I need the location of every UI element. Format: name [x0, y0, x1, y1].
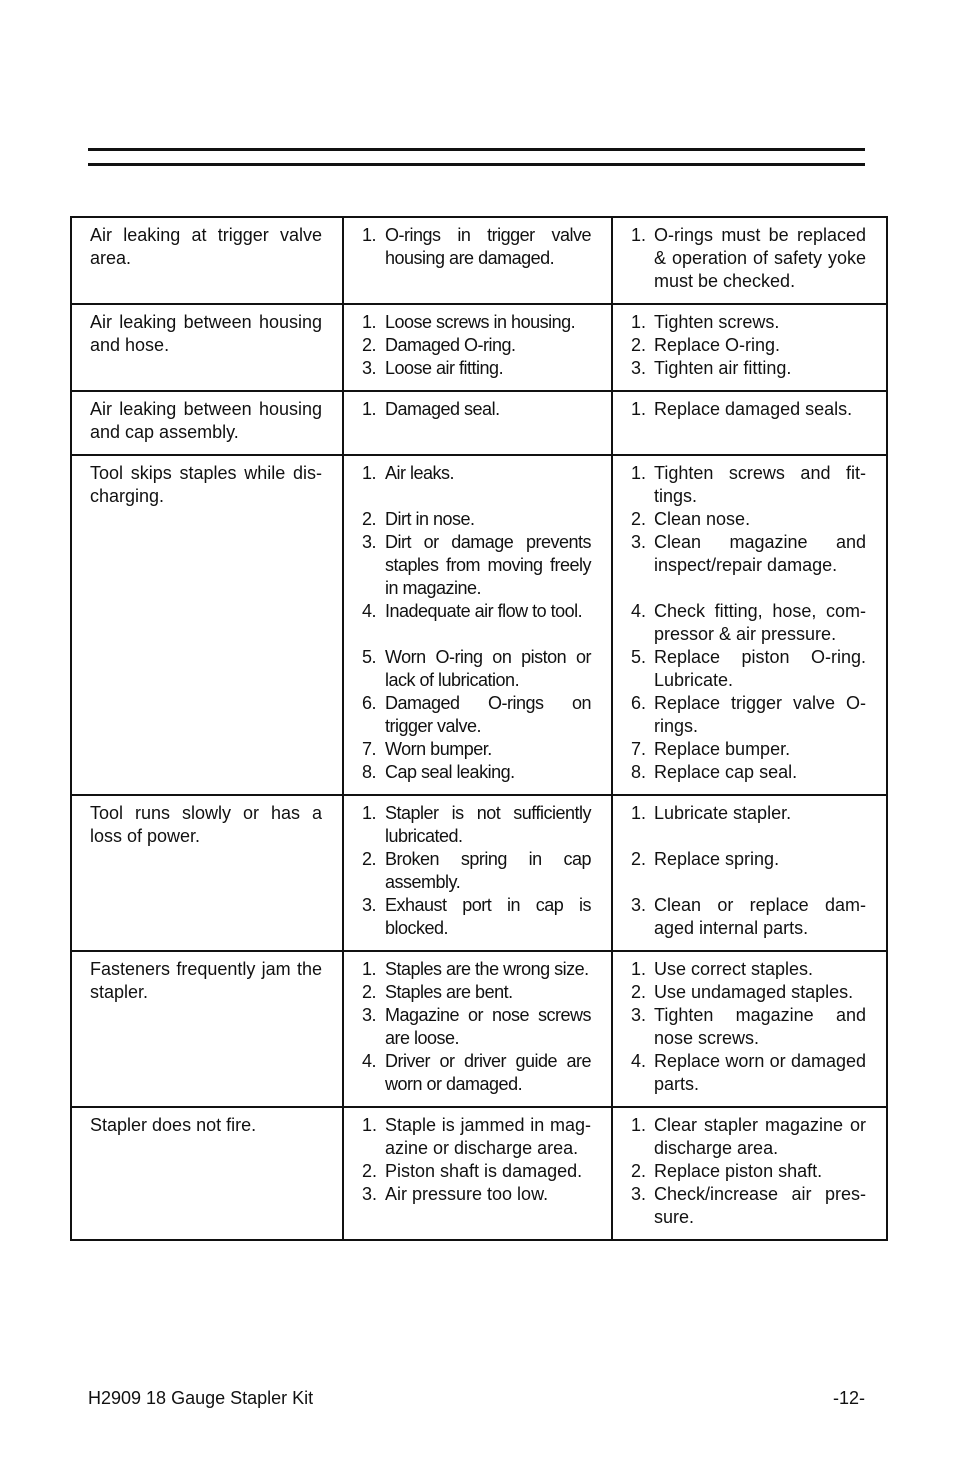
- table-row: [71, 951, 887, 1107]
- problem-text: Tool skips staples while discharging.: [90, 463, 322, 506]
- cause-list: [362, 398, 591, 421]
- cause-text: Staples are bent.: [385, 982, 513, 1002]
- solution-text: Replace O-ring.: [654, 335, 781, 355]
- list-item: [362, 981, 591, 1004]
- cause-text: Magazine or nose screws are loose.: [385, 1005, 591, 1048]
- list-item: [631, 334, 866, 357]
- cause-text: Dirt in nose.: [385, 509, 475, 529]
- solution-text: Use undamaged staples.: [654, 982, 854, 1002]
- item-number: 2.: [362, 1161, 378, 1181]
- item-number: 3.: [362, 1184, 378, 1204]
- solution-cell: [612, 1107, 887, 1240]
- list-item: [362, 600, 591, 623]
- item-number: 1.: [631, 463, 647, 483]
- cause-list: [362, 462, 591, 784]
- footer-product-name: H2909 18 Gauge Stapler Kit: [88, 1388, 314, 1408]
- solution-text: Clear stapler magazine or discharge area.: [654, 1115, 866, 1158]
- problem-text: Tool runs slowly or has a loss of power.: [90, 803, 322, 846]
- list-item: [631, 802, 866, 825]
- solution-text: Tighten magazine and nose screws.: [654, 1005, 866, 1048]
- item-number: 1.: [631, 959, 647, 979]
- item-number: 6.: [362, 693, 377, 713]
- cause-list: [362, 958, 591, 1096]
- item-number: 1.: [362, 959, 377, 979]
- cause-text: Staple is jammed in magazine or discharge area.: [385, 1115, 591, 1158]
- problem-cell: [71, 1107, 343, 1240]
- list-item: [362, 531, 591, 600]
- item-number: 8.: [362, 762, 377, 782]
- item-number: 2.: [631, 849, 647, 869]
- item-number: 7.: [362, 739, 377, 759]
- item-number: 3.: [362, 1005, 377, 1025]
- cause-cell: [343, 795, 612, 951]
- cause-cell: [343, 391, 612, 455]
- cause-text: Dirt or damage prevents staples from moving freely in magazine.: [385, 532, 591, 598]
- solution-text: Replace trigger valve O-rings.: [654, 693, 866, 736]
- item-number: 1.: [362, 803, 377, 823]
- list-item: [631, 1160, 866, 1183]
- solution-text: Replace damaged seals.: [654, 399, 853, 419]
- list-item: [631, 531, 866, 577]
- item-number: 3.: [631, 1184, 647, 1204]
- cause-cell: [343, 217, 612, 304]
- cause-text: Loose air fitting.: [385, 358, 504, 378]
- solution-list: [631, 398, 866, 421]
- list-item: [631, 1004, 866, 1050]
- cause-cell: [343, 1107, 612, 1240]
- list-item: [631, 738, 866, 761]
- solution-cell: [612, 795, 887, 951]
- list-item: [362, 1183, 591, 1206]
- cause-text: Worn O-ring on piston or lack of lubrication.: [385, 647, 591, 690]
- solution-text: Clean magazine and inspect/repair damage.: [654, 532, 866, 575]
- list-item: [631, 398, 866, 421]
- list-item: [362, 398, 591, 421]
- item-number: 1.: [631, 225, 647, 245]
- cause-text: Cap seal leaking.: [385, 762, 515, 782]
- item-number: 1.: [631, 399, 647, 419]
- list-item: [631, 224, 866, 293]
- problem-text: Air leaking between housing and hose.: [90, 312, 322, 355]
- table-row: [71, 455, 887, 795]
- solution-text: Tighten air fitting.: [654, 358, 792, 378]
- solution-text: Clean or replace damaged internal parts.: [654, 895, 866, 938]
- item-number: 4.: [631, 1051, 647, 1071]
- item-number: 2.: [362, 509, 377, 529]
- list-item: [631, 600, 866, 646]
- solution-list: [631, 1114, 866, 1229]
- item-number: 2.: [631, 1161, 647, 1181]
- cause-text: Damaged O-rings on trigger valve.: [385, 693, 591, 736]
- item-number: 1.: [362, 1115, 378, 1135]
- item-number: 3.: [631, 1005, 647, 1025]
- item-number: 3.: [631, 532, 647, 552]
- table-row: [71, 217, 887, 304]
- solution-text: Tighten screws and fittings.: [654, 463, 866, 506]
- cause-text: Broken spring in cap assembly.: [385, 849, 591, 892]
- list-item: [362, 958, 591, 981]
- solution-text: Use correct staples.: [654, 959, 814, 979]
- list-item: [362, 224, 591, 270]
- list-item: [631, 646, 866, 692]
- problem-cell: [71, 304, 343, 391]
- item-number: 3.: [362, 895, 377, 915]
- list-item: [362, 802, 591, 848]
- cause-list: [362, 311, 591, 380]
- solution-cell: [612, 217, 887, 304]
- solution-cell: [612, 304, 887, 391]
- list-item: [362, 1160, 591, 1183]
- cause-list: [362, 1114, 591, 1206]
- cause-text: Stapler is not sufficiently lubricated.: [385, 803, 591, 846]
- problem-cell: [71, 217, 343, 304]
- header-rule-bottom: [88, 163, 865, 166]
- item-number: 3.: [362, 358, 377, 378]
- cause-text: Inadequate air flow to tool.: [385, 601, 583, 621]
- list-item: [631, 894, 866, 940]
- solution-list: [631, 462, 866, 784]
- problem-cell: [71, 455, 343, 795]
- cause-text: Staples are the wrong size.: [385, 959, 589, 979]
- solution-text: Check fitting, hose, compressor & air pressure.: [654, 601, 866, 644]
- item-number: 1.: [631, 803, 647, 823]
- list-item: [362, 738, 591, 761]
- item-number: 7.: [631, 739, 647, 759]
- list-item: [631, 357, 866, 380]
- cause-list: [362, 802, 591, 940]
- list-item: [631, 462, 866, 508]
- list-item: [362, 311, 591, 334]
- item-number: 3.: [631, 358, 647, 378]
- item-number: 1.: [362, 225, 377, 245]
- list-item: [631, 311, 866, 334]
- item-number: 2.: [362, 335, 377, 355]
- list-item: [362, 508, 591, 531]
- list-item: [362, 1004, 591, 1050]
- list-item: [362, 848, 591, 894]
- problem-text: Fasteners frequently jam the stapler.: [90, 959, 322, 1002]
- item-number: 2.: [631, 982, 647, 1002]
- list-item: [362, 334, 591, 357]
- list-item: [362, 646, 591, 692]
- solution-text: O-rings must be replaced & operation of safety yoke must be checked.: [654, 225, 866, 291]
- item-number: 4.: [362, 601, 377, 621]
- cause-text: Air leaks.: [385, 463, 455, 483]
- solution-text: Replace cap seal.: [654, 762, 798, 782]
- cause-list: [362, 224, 591, 270]
- problem-text: Air leaking between housing and cap assembly.: [90, 399, 322, 442]
- solution-list: [631, 311, 866, 380]
- list-item: [631, 1183, 866, 1229]
- cause-text: Driver or driver guide are worn or damaged.: [385, 1051, 591, 1094]
- item-number: 8.: [631, 762, 647, 782]
- solution-text: Replace bumper.: [654, 739, 791, 759]
- solution-text: Tighten screws.: [654, 312, 780, 332]
- cause-text: O-rings in trigger valve housing are damaged.: [385, 225, 591, 268]
- item-number: 2.: [631, 335, 647, 355]
- problem-cell: [71, 391, 343, 455]
- solution-cell: [612, 455, 887, 795]
- solution-text: Replace piston O-ring. Lubricate.: [654, 647, 866, 690]
- cause-text: Damaged seal.: [385, 399, 500, 419]
- item-number: 1.: [631, 1115, 647, 1135]
- cause-text: Piston shaft is damaged.: [385, 1161, 583, 1181]
- list-item: [631, 761, 866, 784]
- item-number: 4.: [362, 1051, 377, 1071]
- table-row: [71, 795, 887, 951]
- table-row: [71, 1107, 887, 1240]
- item-number: 6.: [631, 693, 647, 713]
- list-item: [362, 692, 591, 738]
- cause-cell: [343, 455, 612, 795]
- list-item: [631, 1050, 866, 1096]
- cause-cell: [343, 304, 612, 391]
- list-item: [631, 1114, 866, 1160]
- solution-text: Lubricate stapler.: [654, 803, 792, 823]
- solution-list: [631, 224, 866, 293]
- solution-cell: [612, 391, 887, 455]
- list-item: [362, 357, 591, 380]
- item-number: 5.: [362, 647, 377, 667]
- list-item: [631, 958, 866, 981]
- cause-text: Air pressure too low.: [385, 1184, 549, 1204]
- item-number: 2.: [362, 982, 377, 1002]
- item-number: 2.: [362, 849, 377, 869]
- list-item: [362, 894, 591, 940]
- solution-cell: [612, 951, 887, 1107]
- cause-text: Exhaust port in cap is blocked.: [385, 895, 591, 938]
- cause-text: Loose screws in housing.: [385, 312, 576, 332]
- item-number: 1.: [362, 312, 377, 332]
- list-item: [362, 1114, 591, 1160]
- solution-text: Replace spring.: [654, 849, 780, 869]
- footer-page-number: -12-: [832, 1388, 865, 1408]
- list-item: [362, 462, 591, 485]
- item-number: 1.: [362, 463, 377, 483]
- list-item: [631, 848, 866, 871]
- item-number: 3.: [631, 895, 647, 915]
- list-item: [362, 761, 591, 784]
- list-item: [631, 981, 866, 1004]
- solution-list: [631, 802, 866, 940]
- problem-text: Stapler does not fire.: [90, 1115, 257, 1135]
- problem-text: Air leaking at trigger valve area.: [90, 225, 322, 268]
- cause-cell: [343, 951, 612, 1107]
- list-item: [362, 1050, 591, 1096]
- table-row: [71, 391, 887, 455]
- header-rule-top: [88, 148, 865, 151]
- solution-text: Check/increase air pressure.: [654, 1184, 866, 1227]
- cause-text: Worn bumper.: [385, 739, 492, 759]
- item-number: 2.: [631, 509, 647, 529]
- item-number: 4.: [631, 601, 647, 621]
- problem-cell: [71, 795, 343, 951]
- item-number: 5.: [631, 647, 647, 667]
- solution-text: Replace worn or damaged parts.: [654, 1051, 866, 1094]
- solution-list: [631, 958, 866, 1096]
- item-number: 3.: [362, 532, 377, 552]
- table-row: [71, 304, 887, 391]
- list-item: [631, 508, 866, 531]
- item-number: 1.: [631, 312, 647, 332]
- troubleshooting-table: [70, 216, 888, 1241]
- list-item: [631, 692, 866, 738]
- solution-text: Replace piston shaft.: [654, 1161, 823, 1181]
- item-number: 1.: [362, 399, 377, 419]
- solution-text: Clean nose.: [654, 509, 751, 529]
- problem-cell: [71, 951, 343, 1107]
- cause-text: Damaged O-ring.: [385, 335, 516, 355]
